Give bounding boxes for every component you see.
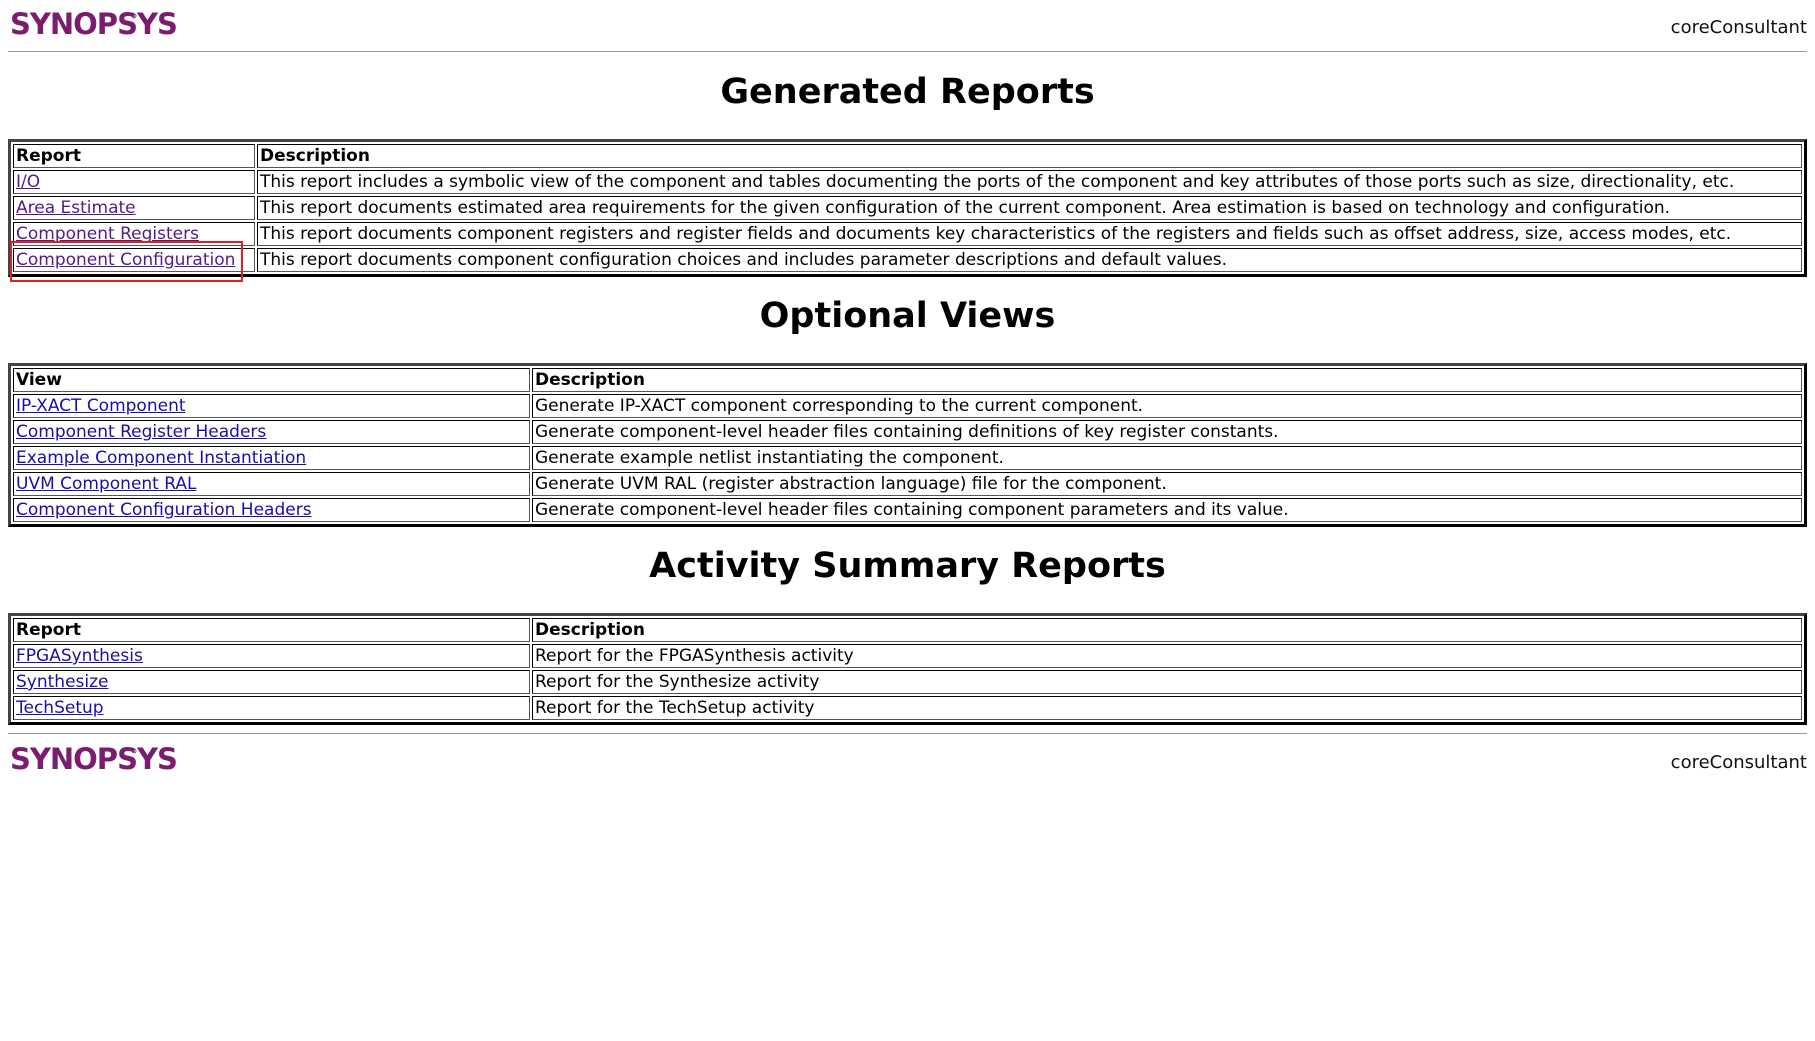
activity-name-cell (13, 696, 530, 720)
report-description: This report documents estimated area requirements for the given configuration of the current component. Area estimation is based on technology and configuration. (257, 196, 1802, 220)
table-header-row (13, 618, 1802, 642)
table-row (13, 394, 1802, 418)
column-header-description: Description (532, 618, 1802, 642)
view-link-uvm-component-ral[interactable]: UVM Component RAL (16, 474, 197, 494)
activity-description: Report for the TechSetup activity (532, 696, 1802, 720)
table-row (13, 498, 1802, 522)
report-name-cell (13, 170, 255, 194)
footer-bar (8, 739, 1807, 779)
activity-summary-table (8, 613, 1807, 725)
section-title-activity-summary-reports: Activity Summary Reports (649, 546, 1166, 586)
synopsys-logo-graphic (10, 7, 177, 42)
view-name-cell (13, 472, 530, 496)
activity-description: Report for the FPGASynthesis activity (532, 644, 1802, 668)
footer-divider (8, 733, 1807, 734)
column-header-report: Report (13, 144, 255, 168)
report-name-cell (13, 248, 255, 272)
activity-description: Report for the Synthesize activity (532, 670, 1802, 694)
section-title-generated-reports: Generated Reports (720, 72, 1095, 112)
view-description: Generate component-level header files containing definitions of key register constants. (532, 420, 1802, 444)
table-row (13, 248, 1802, 272)
app-name: coreConsultant (1670, 752, 1807, 773)
report-name-cell (13, 222, 255, 246)
report-description: This report documents component registers and register fields and documents key characteristics of the registers and fields such as offset address, size, access modes, etc. (257, 222, 1802, 246)
view-description: Generate IP-XACT component corresponding to the current component. (532, 394, 1802, 418)
column-header-description: Description (257, 144, 1802, 168)
svg-text:SYNOPSYS: SYNOPSYS (10, 742, 177, 776)
view-name-cell (13, 446, 530, 470)
table-row (13, 670, 1802, 694)
report-link-io[interactable]: I/O (16, 172, 41, 192)
view-link-example-component-instantiation[interactable]: Example Component Instantiation (16, 448, 307, 468)
synopsys-logo (10, 7, 177, 42)
activity-link-techsetup[interactable]: TechSetup (16, 698, 104, 718)
table-row (13, 170, 1802, 194)
table-row (13, 420, 1802, 444)
table-row (13, 472, 1802, 496)
activity-name-cell (13, 670, 530, 694)
synopsys-logo (10, 742, 177, 777)
table-row (13, 644, 1802, 668)
activity-link-fpgasynthesis[interactable]: FPGASynthesis (16, 646, 143, 666)
view-description: Generate UVM RAL (register abstraction language) file for the component. (532, 472, 1802, 496)
view-name-cell (13, 394, 530, 418)
view-link-component-register-headers[interactable]: Component Register Headers (16, 422, 267, 442)
table-row (13, 696, 1802, 720)
column-header-view: View (13, 368, 530, 392)
activity-name-cell (13, 644, 530, 668)
view-name-cell (13, 420, 530, 444)
optional-views-table (8, 363, 1807, 527)
report-link-area-estimate[interactable]: Area Estimate (16, 198, 136, 218)
report-name-cell (13, 196, 255, 220)
column-header-report: Report (13, 618, 530, 642)
table-row (13, 446, 1802, 470)
view-name-cell (13, 498, 530, 522)
svg-text:SYNOPSYS: SYNOPSYS (10, 7, 177, 41)
synopsys-logo-graphic (10, 742, 177, 777)
section-title-optional-views: Optional Views (759, 296, 1056, 336)
activity-link-synthesize[interactable]: Synthesize (16, 672, 109, 692)
view-link-component-configuration-headers[interactable]: Component Configuration Headers (16, 500, 312, 520)
view-description: Generate component-level header files containing component parameters and its value. (532, 498, 1802, 522)
view-link-ip-xact-component[interactable]: IP-XACT Component (16, 396, 186, 416)
column-header-description: Description (532, 368, 1802, 392)
generated-reports-table (8, 139, 1807, 277)
header-bar (8, 4, 1807, 44)
table-row (13, 196, 1802, 220)
view-description: Generate example netlist instantiating the component. (532, 446, 1802, 470)
table-header-row (13, 368, 1802, 392)
app-name: coreConsultant (1670, 17, 1807, 38)
table-header-row (13, 144, 1802, 168)
report-link-component-registers[interactable]: Component Registers (16, 224, 199, 244)
report-link-component-configuration[interactable]: Component Configuration (16, 250, 236, 270)
header-divider (8, 51, 1807, 52)
report-description: This report documents component configuration choices and includes parameter descriptions and default values. (257, 248, 1802, 272)
table-row (13, 222, 1802, 246)
report-description: This report includes a symbolic view of the component and tables documenting the ports of the component and key attributes of those ports such as size, directionality, etc. (257, 170, 1802, 194)
